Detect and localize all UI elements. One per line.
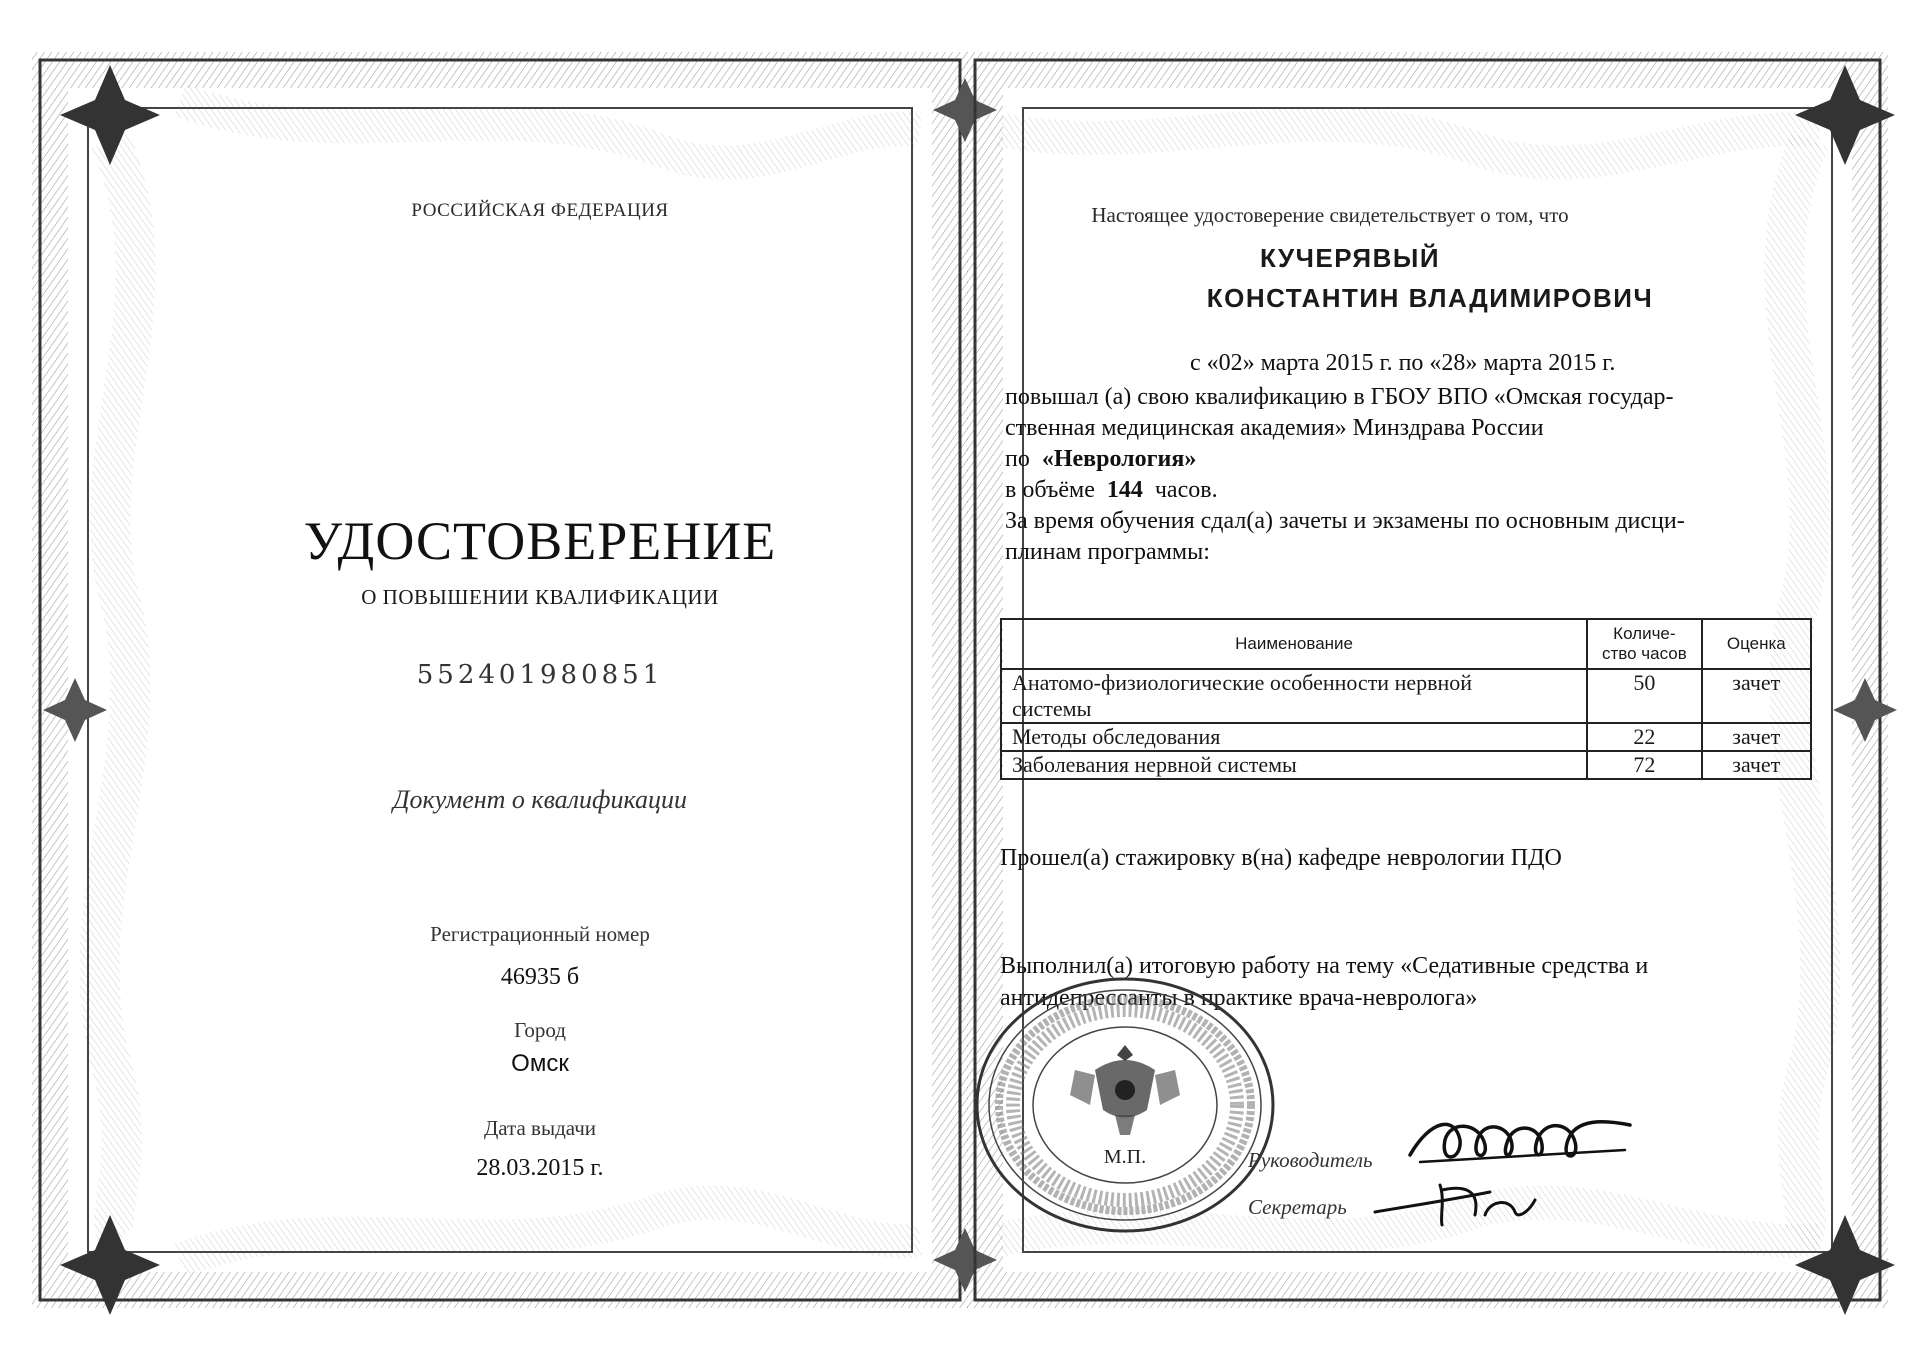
final-work-line-1: Выполнил(а) итоговую работу на тему «Седативные средства и (1000, 953, 1649, 979)
registration-label: Регистрационный номер (430, 922, 650, 946)
header-hours-line-1: Количе- (1613, 624, 1676, 643)
seal-mp-text: М.П. (1103, 1146, 1147, 1168)
document-title: УДОСТОВЕРЕНИЕ (303, 511, 777, 571)
program-line (1005, 444, 1685, 475)
official-seal (975, 975, 1285, 1235)
discipline-grade: зачет (1702, 669, 1811, 723)
form-number: 552401980851 (416, 660, 664, 690)
country-name: РОССИЙСКАЯ ФЕДЕРАЦИЯ (411, 200, 669, 221)
internship-text: Прошел(а) стажировку в(на) кафедре неврологии ПДО (1000, 845, 1562, 871)
qualification-line-2: ственная медицинская академия» Минздрава России (1005, 415, 1544, 441)
header-hours (1587, 619, 1701, 669)
discipline-name-line-1: Анатомо-физиологические особенности нервной (1012, 670, 1473, 695)
document-subtitle: О ПОВЫШЕНИИ КВАЛИФИКАЦИИ (361, 585, 719, 609)
header-grade: Оценка (1702, 619, 1811, 669)
issue-date-label: Дата выдачи (483, 1116, 597, 1140)
discipline-name-line-2: системы (1012, 696, 1092, 721)
head-label: Руководитель (1248, 1148, 1373, 1172)
program-name: «Неврология» (1041, 446, 1197, 472)
disciplines-table (1000, 618, 1812, 780)
final-work-line-2: антидепрессанты в практике врача-невролога» (1000, 985, 1478, 1011)
city-value: Омск (511, 1050, 569, 1077)
header-name: Наименование (1001, 619, 1587, 669)
volume-suffix: часов. (1154, 477, 1218, 503)
table-row (1001, 669, 1811, 723)
exams-line-1: За время обучения сдал(а) зачеты и экзамены по основным дисци- (1005, 508, 1685, 534)
table-row (1001, 751, 1811, 779)
holder-surname: КУЧЕРЯВЫЙ (1259, 243, 1441, 273)
volume-line (1005, 475, 1685, 506)
table-header-row (1001, 619, 1811, 669)
registration-number: 46935 б (500, 964, 580, 990)
discipline-hours: 22 (1587, 723, 1701, 751)
document-type: Документ о квалификации (393, 785, 687, 814)
discipline-hours: 72 (1587, 751, 1701, 779)
training-period: с «02» марта 2015 г. по «28» марта 2015 г. (1190, 350, 1616, 376)
issue-date: 28.03.2015 г. (476, 1155, 604, 1181)
discipline-grade: зачет (1702, 751, 1811, 779)
certificate-intro: Настоящее удостоверение свидетельствует о том, что (1091, 203, 1569, 227)
qualification-text (1005, 382, 1685, 568)
discipline-hours: 50 (1587, 669, 1701, 723)
secretary-signature (1370, 1170, 1550, 1230)
header-hours-line-2: ство часов (1601, 644, 1687, 663)
volume-prefix: в объёме (1005, 477, 1095, 503)
secretary-label: Секретарь (1248, 1195, 1347, 1219)
program-prefix: по (1005, 446, 1030, 472)
table-row (1001, 723, 1811, 751)
volume-hours: 144 (1106, 477, 1143, 503)
qualification-line-1: повышал (а) свою квалификацию в ГБОУ ВПО «Омская государ- (1005, 384, 1674, 410)
discipline-name: Заболевания нервной системы (1001, 751, 1587, 779)
discipline-grade: зачет (1702, 723, 1811, 751)
holder-given-names: КОНСТАНТИН ВЛАДИМИРОВИЧ (1206, 283, 1654, 313)
discipline-name: Методы обследования (1001, 723, 1587, 751)
exams-line-2: плинам программы: (1005, 539, 1210, 565)
city-label: Город (514, 1018, 566, 1042)
discipline-name (1001, 669, 1587, 723)
eagle-emblem-icon (1070, 1045, 1180, 1135)
